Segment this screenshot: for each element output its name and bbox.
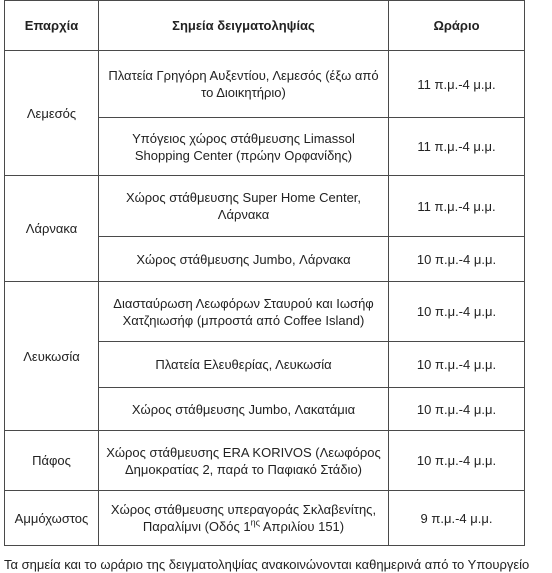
sampling-point-cell: Χώρος στάθμευσης Jumbo, Λακατάμια xyxy=(99,388,389,431)
table-row xyxy=(5,491,525,546)
table-header-row xyxy=(5,1,525,51)
sampling-point-cell: Χώρος στάθμευσης Super Home Center, Λάρνακα xyxy=(99,176,389,237)
table-row xyxy=(5,282,525,342)
header-sampling-point: Σημεία δειγματοληψίας xyxy=(99,1,389,51)
point-text-part: Χώρος στάθμευσης υπεραγοράς Σκλαβενίτης, Παραλίμνι (Οδός 1 xyxy=(110,502,377,534)
sampling-point-cell xyxy=(99,491,389,546)
sampling-point-cell: Διασταύρωση Λεωφόρων Σταυρού και Ιωσήφ Χατζηιωσήφ (μπροστά από Coffee Island) xyxy=(99,282,389,342)
hours-cell: 9 π.μ.-4 μ.μ. xyxy=(389,491,525,546)
hours-cell: 11 π.μ.-4 μ.μ. xyxy=(389,51,525,118)
hours-cell: 10 π.μ.-4 μ.μ. xyxy=(389,237,525,282)
hours-cell: 10 π.μ.-4 μ.μ. xyxy=(389,342,525,388)
table-row xyxy=(5,431,525,491)
hours-cell: 11 π.μ.-4 μ.μ. xyxy=(389,118,525,176)
sampling-point-cell: Χώρος στάθμευσης Jumbo, Λάρνακα xyxy=(99,237,389,282)
sampling-point-cell: Πλατεία Ελευθερίας, Λευκωσία xyxy=(99,342,389,388)
header-district: Επαρχία xyxy=(5,1,99,51)
table-row xyxy=(5,176,525,237)
district-cell-limassol: Λεμεσός xyxy=(5,51,99,176)
cut-off-paragraph-text: Τα σημεία και το ωράριο της δειγματοληψίας ανακοινώνονται καθημερινά από το Υπουργείο xyxy=(4,557,530,572)
district-cell-paphos: Πάφος xyxy=(5,431,99,491)
point-text-part: Απριλίου 151) xyxy=(259,519,345,534)
sampling-point-cell: Υπόγειος χώρος στάθμευσης Limassol Shopping Center (πρώην Ορφανίδης) xyxy=(99,118,389,176)
hours-cell: 10 π.μ.-4 μ.μ. xyxy=(389,282,525,342)
hours-cell: 10 π.μ.-4 μ.μ. xyxy=(389,431,525,491)
table-row xyxy=(5,51,525,118)
sampling-schedule-table xyxy=(4,0,525,546)
district-cell-larnaca: Λάρνακα xyxy=(5,176,99,282)
sampling-point-cell: Πλατεία Γρηγόρη Αυξεντίου, Λεμεσός (έξω από το Διοικητήριο) xyxy=(99,51,389,118)
district-cell-nicosia: Λευκωσία xyxy=(5,282,99,431)
district-cell-famagusta: Αμμόχωστος xyxy=(5,491,99,546)
hours-cell: 10 π.μ.-4 μ.μ. xyxy=(389,388,525,431)
hours-cell: 11 π.μ.-4 μ.μ. xyxy=(389,176,525,237)
header-hours: Ωράριο xyxy=(389,1,525,51)
ordinal-superscript: ης xyxy=(250,517,260,528)
sampling-point-cell: Χώρος στάθμευσης ERA KORIVOS (Λεωφόρος Δημοκρατίας 2, παρά το Παφιακό Στάδιο) xyxy=(99,431,389,491)
